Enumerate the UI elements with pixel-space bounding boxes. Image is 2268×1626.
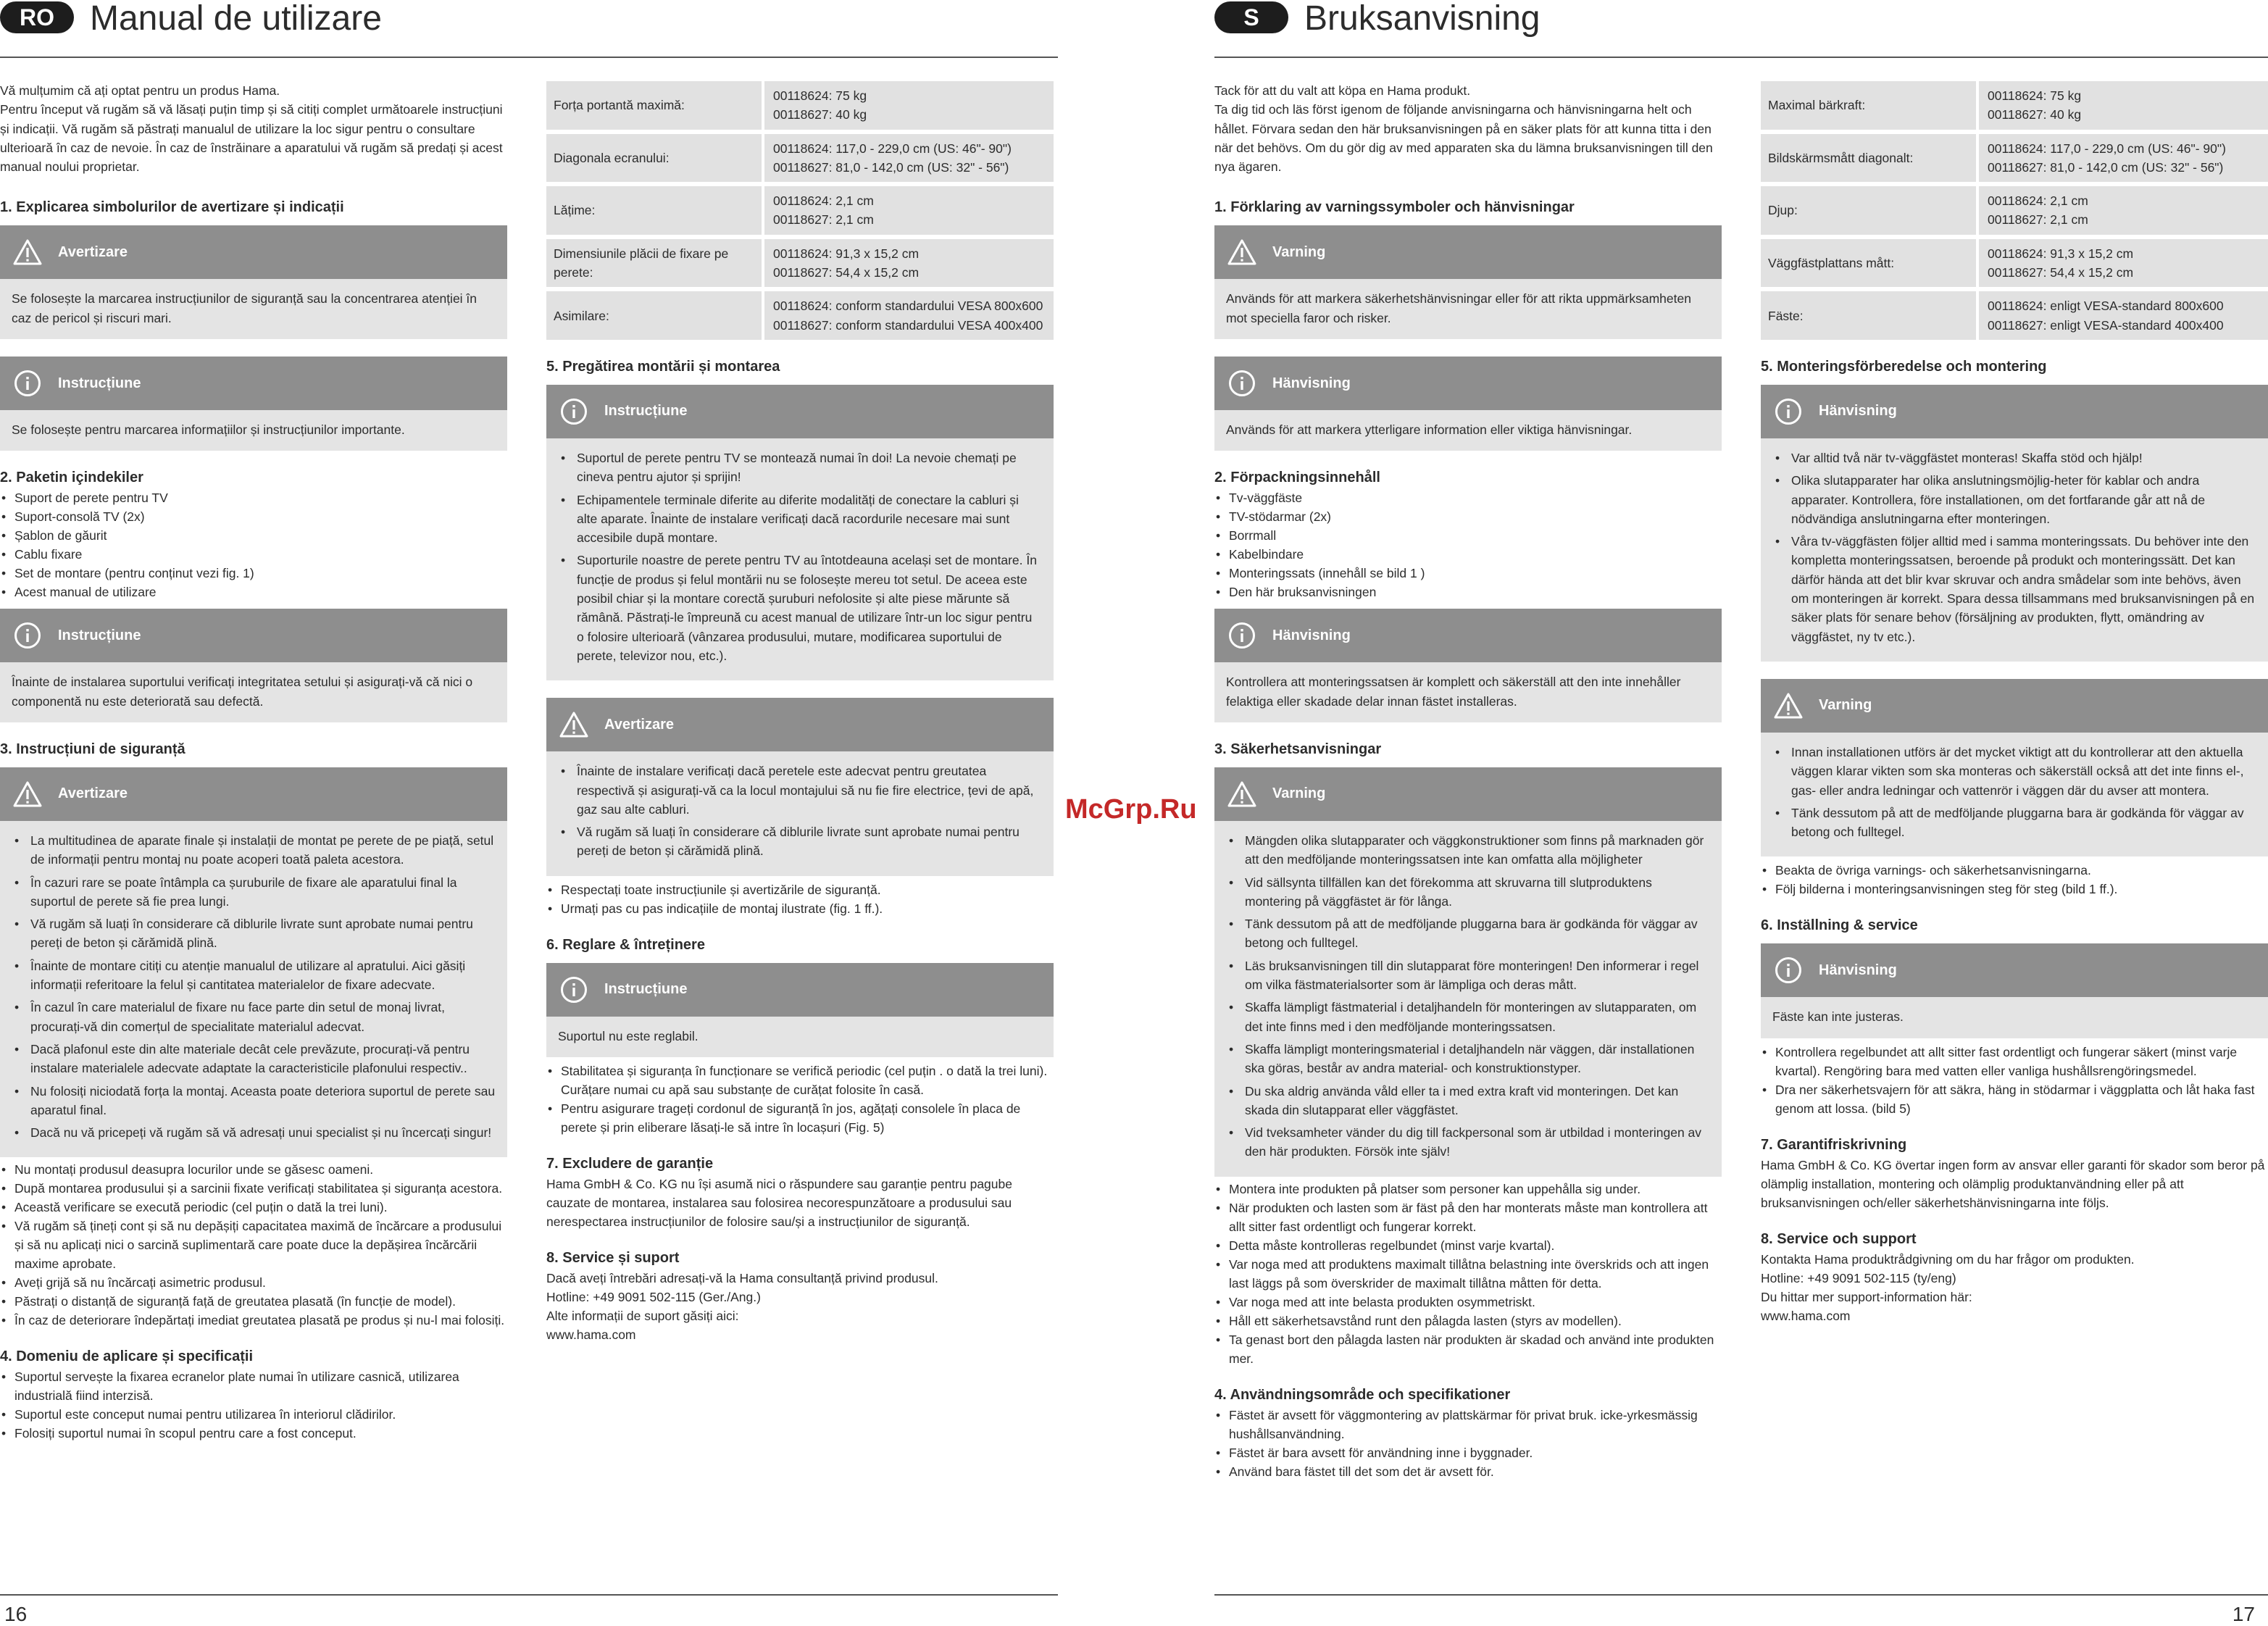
section-heading: 2. Förpackningsinnehåll	[1214, 470, 1380, 486]
language-badge: RO	[0, 1, 74, 33]
page-title: Bruksanvisning	[1304, 0, 1541, 38]
section-heading: 8. Service și suport	[546, 1250, 680, 1267]
list-item: • Cablu fixare	[0, 545, 507, 564]
list-item: • Vid tveksamheter vänder du dig till fackpersonal som är utbildad i monteringen av den här produkten. Försök inte själv!	[1226, 1123, 1710, 1162]
spec-value-line: 00118627: 2,1 cm	[1988, 212, 2088, 228]
warning-icon	[1227, 780, 1256, 809]
support-text: Kontakta Hama produktrådgivning om du har frågor om produkten. Hotline: +49 9091 502-115 (ty/eng) Du hittar mer support-information här: www.hama.com	[1761, 1251, 2135, 1323]
spec-value	[764, 186, 1054, 235]
spec-value-line: 00118624: 75 kg	[773, 88, 867, 103]
note-box	[546, 385, 1054, 680]
box-title: Varning	[1272, 243, 1326, 260]
spec-value-line: 00118627: 81,0 - 142,0 cm (US: 32" - 56")	[773, 159, 1009, 175]
list-item: • Stabilitatea și siguranța în funcționare se verifică periodic (cel puțin . o dată la trei luni). Curățare numai cu apă sau substanțe de curățat folosite în casă.	[546, 1062, 1054, 1099]
box-title: Instrucțiune	[604, 981, 688, 998]
list-item: • Suport de perete pentru TV	[0, 488, 507, 507]
spec-value-line: 00118624: enligt VESA-standard 800x600	[1988, 299, 2224, 314]
spec-value-line: 00118627: enligt VESA-standard 400x400	[1988, 317, 2224, 333]
list-item: • Tänk dessutom på att de medföljande pluggarna bara är godkända för väggar av betong och fulltegel.	[1772, 804, 2256, 842]
spec-table	[1761, 77, 2268, 344]
warning-icon	[1227, 238, 1256, 267]
list-item: • Tänk dessutom på att de medföljande pluggarna bara är godkända för väggar av betong och fulltegel.	[1226, 914, 1710, 953]
package-contents-list	[0, 488, 507, 601]
list-item: • În caz de deteriorare îndepărtați imediat greutatea plasată pe produs și nu-l mai folosiți.	[0, 1311, 507, 1330]
box-title: Hänvisning	[1272, 627, 1351, 643]
info-icon	[1227, 369, 1256, 398]
column-2	[1761, 81, 2268, 1343]
warning-icon	[13, 780, 42, 809]
list-item: • Kabelbindare	[1214, 545, 1722, 564]
spec-row	[1761, 81, 2268, 130]
section-heading: 5. Monteringsförberedelse och montering	[1761, 358, 2047, 375]
warning-list	[12, 831, 496, 1142]
box-title: Avertizare	[58, 243, 128, 260]
box-title: Instrucțiune	[604, 403, 688, 420]
list-item: • Nu montați produsul deasupra locurilor unde se găsesc oameni.	[0, 1160, 507, 1179]
box-text: Se folosește la marcarea instrucțiunilor de siguranță sau la concentrarea atenției în caz de pericol și riscuri mari.	[0, 279, 507, 339]
list-item: • Dacă nu vă pricepeți vă rugăm să vă adresați unui specialist și nu încercați singur!	[12, 1123, 496, 1142]
warning-box	[546, 698, 1054, 875]
list-item: • Detta måste kontrolleras regelbundet (minst varje kvartal).	[1214, 1236, 1722, 1255]
list-item: • Olika slutapparater har olika anslutningsmöjlig-heter för kablar och andra apparater. Kontrollera, före installationen, om det fortfarande går att nå de nödvändiga anslutningarna efter monteringen.	[1772, 471, 2256, 528]
list-item: • Kontrollera regelbundet att allt sitter fast ordentligt och fungerar säkert (minst varje kvartal). Rengöring bara med vatten eller vanliga hushållsrengöringsmedel.	[1761, 1043, 2268, 1080]
box-title: Instrucțiune	[58, 627, 141, 643]
list-item: • TV-stödarmar (2x)	[1214, 507, 1722, 526]
spec-value-line: 00118624: 2,1 cm	[1988, 193, 2088, 209]
list-item: • Vă rugăm să luați în considerare că diblurile livrate sunt aprobate numai pentru pereți de beton și cărămidă plină.	[12, 914, 496, 953]
section-heading: 4. Domeniu de aplicare și specificații	[0, 1348, 254, 1365]
note-list	[1772, 449, 2256, 646]
list-item: • Du ska aldrig använda våld eller ta i med extra kraft vid monteringen. Det kan skada din slutapparat eller väggfästet.	[1226, 1082, 1710, 1120]
note-box	[0, 609, 507, 722]
list-item: • Mängden olika slutapparater och väggkonstruktioner som finns på marknaden gör att den medföljande monteringssatsen inte kan omfatta alla möjligheter	[1226, 831, 1710, 870]
list-item: • Innan installationen utförs är det mycket viktigt att du kontrollerar att den aktuella väggen klarar vikten som ska monteras och säkerställ också att det inte finns el-, gas- eller andra ledningar och vattenrör i väggen där du avser att montera.	[1772, 743, 2256, 800]
usage-list	[0, 1367, 507, 1443]
spec-value	[1979, 239, 2268, 288]
spec-row	[546, 186, 1054, 235]
spec-value-line: 00118624: 75 kg	[1988, 88, 2082, 103]
spec-row	[546, 134, 1054, 183]
box-text: Fäste kan inte justeras.	[1761, 997, 2268, 1038]
page-header	[1214, 0, 2268, 58]
spec-value	[1979, 134, 2268, 183]
warning-list	[1226, 831, 1710, 1162]
spec-label: Maximal bärkraft:	[1761, 81, 1979, 130]
list-item: • Înainte de instalare verificați dacă peretele este adecvat pentru greutatea respectivă și asigurați-vă ca la locul montajului să nu fie fire electrice, țevi de apă, gaz sau alte cabluri.	[558, 762, 1042, 819]
list-item: • Läs bruksanvisningen till din slutapparat före monteringen! Den informerar i regel om vilka fästmaterialsorter som är lämpliga och deras mått.	[1226, 956, 1710, 995]
list-item: • Tv-väggfäste	[1214, 488, 1722, 507]
list-item: • Var noga med att inte belasta produkten osymmetriskt.	[1214, 1293, 1722, 1312]
list-item: • Dacă plafonul este din alte materiale decât cele prevăzute, procurați-vă pentru instalare materialele adecvate adaptate la caracteristicile plafonului respectiv..	[12, 1040, 496, 1078]
warranty-text: Hama GmbH & Co. KG nu își asumă nici o răspundere sau garanție pentru pagube cauzate de montarea, instalarea sau folosirea necorespunzătoare a produsului sau nerespectarea instrucțiunilor de folosire sau/și a instrucțiunilor de siguranță.	[546, 1177, 1012, 1230]
spec-value	[1979, 81, 2268, 130]
list-item: • Aveți grijă să nu încărcați asimetric produsul.	[0, 1273, 507, 1292]
box-title: Instrucțiune	[58, 375, 141, 391]
spec-value-line: 00118627: 54,4 x 15,2 cm	[1988, 265, 2134, 280]
list-item: • Beakta de övriga varnings- och säkerhetsanvisningarna.	[1761, 861, 2268, 880]
spec-value-line: 00118624: 91,3 x 15,2 cm	[1988, 246, 2134, 261]
page-left-romanian	[0, 0, 1058, 1625]
warning-icon	[1774, 691, 1803, 720]
box-text: Kontrollera att monteringssatsen är komplett och säkerställ att den inte innehåller felaktiga eller skadade delar innan fästet installeras.	[1214, 662, 1722, 722]
warning-box	[0, 767, 507, 1157]
list-item: • Folosiți suportul numai în scopul pentru care a fost conceput.	[0, 1424, 507, 1443]
safety-list	[1214, 1180, 1722, 1368]
list-item: • När produkten och lasten som är fäst på den har monterats måste man kontrollera att allt sitter fast ordentligt och fungerar korrekt.	[1214, 1198, 1722, 1236]
box-title: Hänvisning	[1272, 375, 1351, 391]
box-text: Suportul nu este reglabil.	[546, 1017, 1054, 1057]
list-item: • Vă rugăm să luați în considerare că diblurile livrate sunt aprobate numai pentru pereți de beton și cărămidă plină.	[558, 822, 1042, 861]
list-item: • Suport-consolă TV (2x)	[0, 507, 507, 526]
watermark: McGrp.Ru	[1065, 794, 1197, 825]
warning-list	[558, 762, 1042, 860]
column-1	[1214, 81, 1722, 1498]
spec-value-line: 00118627: 40 kg	[1988, 107, 2082, 122]
list-item: • În cazul în care materialul de fixare nu face parte din setul de monaj livrat, procurați-vă din comerțul de specialitate materialul adecvat.	[12, 998, 496, 1036]
list-item: • Respectați toate instrucțiunile și avertizările de siguranță.	[546, 880, 1054, 899]
list-item: • Monteringssats (innehåll se bild 1 )	[1214, 564, 1722, 583]
spec-table	[546, 77, 1054, 344]
spec-value	[764, 81, 1054, 130]
info-icon	[13, 621, 42, 650]
spec-label: Väggfästplattans mått:	[1761, 239, 1979, 288]
list-item: • Håll ett säkerhetsavstånd runt den pålagda lasten (styrs av modellen).	[1214, 1312, 1722, 1330]
spec-label: Dimensiunile plăcii de fixare pe perete:	[546, 239, 764, 288]
info-icon	[13, 369, 42, 398]
section-heading: 6. Inställning & service	[1761, 917, 1918, 934]
page-footer	[1214, 1594, 2268, 1625]
section-heading: 7. Excludere de garanție	[546, 1156, 714, 1172]
package-contents-list	[1214, 488, 1722, 601]
spec-row	[546, 239, 1054, 288]
list-item: • Fästet är bara avsett för användning inne i byggnader.	[1214, 1443, 1722, 1462]
spec-value-line: 00118627: 54,4 x 15,2 cm	[773, 265, 920, 280]
info-icon	[1227, 621, 1256, 650]
list-item: • Skaffa lämpligt fästmaterial i detaljhandeln för monteringen av slutapparaten, om det inte finns med i den medföljande monteringssatsen.	[1226, 998, 1710, 1036]
box-text: Înainte de instalarea suportului verificați integritatea setului și asigurați-vă că nici o componentă nu este deteriorată sau defectă.	[0, 662, 507, 722]
list-item: • Această verificare se execută periodic (cel puțin o dată la trei luni).	[0, 1198, 507, 1217]
box-title: Avertizare	[604, 716, 674, 733]
section-heading: 3. Instrucțiuni de siguranță	[0, 741, 185, 757]
warning-box	[1214, 767, 1722, 1177]
section-heading: 7. Garantifriskrivning	[1761, 1136, 1907, 1153]
column-1	[0, 81, 507, 1460]
list-item: • Montera inte produkten på platser som personer kan uppehålla sig under.	[1214, 1180, 1722, 1198]
warning-box	[1214, 225, 1722, 339]
spec-label: Djup:	[1761, 186, 1979, 235]
section-heading: 6. Reglare & întreținere	[546, 936, 705, 953]
spec-label: Asimilare:	[546, 291, 764, 340]
list-item: • Pentru asigurare trageți cordonul de siguranță în jos, agățați consolele în placa de perete și prin eliberare lăsați-le să intre în locașuri (Fig. 5)	[546, 1099, 1054, 1137]
spec-label: Diagonala ecranului:	[546, 134, 764, 183]
maintenance-list	[546, 1062, 1054, 1137]
column-2	[546, 81, 1054, 1362]
note-box	[1761, 943, 2268, 1038]
list-item: • La multitudinea de aparate finale și instalații de montat pe perete de pe piață, setul de informații pentru montaj nu poate acoperi toată paleta acestora.	[12, 831, 496, 870]
spec-value-line: 00118624: 91,3 x 15,2 cm	[773, 246, 920, 261]
list-item: • Skaffa lämpligt monteringsmaterial i detaljhandeln när väggen, där installationen ska göras, består av andra material- och konstruktionstyper.	[1226, 1040, 1710, 1078]
spec-value-line: 00118624: 2,1 cm	[773, 193, 874, 209]
warning-icon	[13, 238, 42, 267]
list-item: • Suportul de perete pentru TV se montează numai în doi! La nevoie chemați pe cineva pentru ajutor și sprijin!	[558, 449, 1042, 487]
note-box	[546, 963, 1054, 1057]
list-item: • Vid sällsynta tillfällen kan det förekomma att skruvarna till slutproduktens montering på väggfästet är för långa.	[1226, 873, 1710, 912]
list-item: • Set de montare (pentru conținut vezi fig. 1)	[0, 564, 507, 583]
spec-label: Forța portantă maximă:	[546, 81, 764, 130]
page-right-swedish	[1214, 0, 2268, 1625]
section-heading: 3. Säkerhetsanvisningar	[1214, 741, 1382, 757]
warranty-text: Hama GmbH & Co. KG övertar ingen form av ansvar eller garanti för skador som beror på olämplig installation, montering och olämplig produktanvändning eller på att bruksanvisningen och/eller säkerhetshänvisningarna inte följs.	[1761, 1157, 2265, 1210]
list-item: • Den här bruksanvisningen	[1214, 583, 1722, 601]
section-heading: 1. Förklaring av varningssymboler och hänvisningar	[1214, 199, 1575, 216]
note-box	[0, 357, 507, 451]
box-title: Hänvisning	[1819, 403, 1897, 420]
spec-label: Bildskärmsmått diagonalt:	[1761, 134, 1979, 183]
box-title: Avertizare	[58, 785, 128, 802]
list-item: • Var noga med att produktens maximalt tillåtna belastning inte överskrids och att ingen last läggs på som överskrider de maximalt tillåtna måtten för detta.	[1214, 1255, 1722, 1293]
info-icon	[1774, 397, 1803, 426]
spec-row	[546, 81, 1054, 130]
warning-box	[0, 225, 507, 339]
spec-value	[1979, 186, 2268, 235]
language-badge: S	[1214, 1, 1288, 33]
safety-list	[0, 1160, 507, 1330]
list-item: • Dra ner säkerhetsvajern för att säkra, häng in stödarmar i väggplatta och låt haka fast genom att lossa. (bild 5)	[1761, 1080, 2268, 1118]
list-item: • Suporturile noastre de perete pentru TV au întotdeauna același set de montare. În funcție de produs și felul montării nu se folosește mereu tot setul. De aceea este posibil chiar și la montare corectă șuruburi nefolosite și alte piese mărunte să rămână. Păstrați-le împreună cu acest manual de utilizare într-un loc sigur pentru o folosire ulterioară (vânzarea produsului, mutare, modificarea suportului de perete, televizor nou, etc.).	[558, 551, 1042, 665]
list-item: • Echipamentele terminale diferite au diferite modalități de conectare la cabluri și alte aparate. Înainte de instalare verificați dacă racordurile necesare mai sunt accesibile după montare.	[558, 491, 1042, 548]
info-icon	[1774, 956, 1803, 985]
box-title: Hänvisning	[1819, 962, 1897, 978]
note-list	[558, 449, 1042, 665]
list-item: • Suportul servește la fixarea ecranelor plate numai în utilizare casnică, utilizarea industrială fiind interzisă.	[0, 1367, 507, 1405]
maintenance-list	[1761, 1043, 2268, 1118]
intro-text: Vă mulțumim că ați optat pentru un produs Hama. Pentru început vă rugăm să vă lăsați puțin timp și să citiți complet următoarele instrucțiuni și indicații. Vă rugăm să păstrați manualul de utilizare la loc sigur pentru o consultare ulterioară în caz de nevoie. În caz de înstrăinare a aparatului vă rugăm să predați și acest manual noului proprietar.	[0, 83, 503, 175]
spec-value-line: 00118624: 117,0 - 229,0 cm (US: 46"- 90")	[1988, 141, 2226, 156]
list-item: • Suportul este conceput numai pentru utilizarea în interiorul clădirilor.	[0, 1405, 507, 1424]
list-item: • Våra tv-väggfästen följer alltid med i samma monteringssats. Du behöver inte den kompletta monteringssatsen, beroende på produkt och monteringssätt. Det kan därför hända att det blir kvar skruvar och andra smådelar som inte behövs, även om monteringen är korrekt. Spara dessa tillsammans med bruksanvisningen på en säker plats för senare behov (försäljning av produkten, flytt, omändring av väggfästet, ny tv etc.).	[1772, 532, 2256, 646]
list-item: • Urmați pas cu pas indicațiile de montaj ilustrate (fig. 1 ff.).	[546, 899, 1054, 918]
list-item: • Använd bara fästet till det som det är avsett för.	[1214, 1462, 1722, 1481]
section-heading: 1. Explicarea simbolurilor de avertizare și indicații	[0, 199, 344, 216]
spec-value-line: 00118624: 117,0 - 229,0 cm (US: 46"- 90")	[773, 141, 1012, 156]
info-icon	[559, 397, 588, 426]
list-item: • Följ bilderna i monteringsanvisningen steg för steg (bild 1 ff.).	[1761, 880, 2268, 899]
page-number: 17	[2232, 1603, 2255, 1625]
page-header	[0, 0, 1058, 58]
info-icon	[559, 975, 588, 1004]
box-text: Används för att markera säkerhetshänvisningar eller för att rikta uppmärksamheten mot speciella faror och risker.	[1214, 279, 1722, 339]
spec-value	[764, 134, 1054, 183]
list-item: • Acest manual de utilizare	[0, 583, 507, 601]
section-heading: 4. Användningsområde och specifikationer	[1214, 1386, 1511, 1403]
intro-text: Tack för att du valt att köpa en Hama produkt. Ta dig tid och läs först igenom de följande anvisningarna och hänvisningarna helt och hållet. Förvara sedan den här bruksanvisningen på en säker plats för att kunna titta i den när det behövs. Om du gör dig av med apparaten ska du lämna bruksanvisningen till den nya ägaren.	[1214, 83, 1713, 175]
page-footer	[0, 1594, 1058, 1625]
list-item: • Fästet är avsett för väggmontering av plattskärmar för privat bruk. icke-yrkesmässig hushållsanvändning.	[1214, 1406, 1722, 1443]
list-item: • După montarea produsului și a sarcinii fixate verificați stabilitatea și siguranța acestora.	[0, 1179, 507, 1198]
section-heading: 8. Service och support	[1761, 1230, 1917, 1247]
spec-label: Fäste:	[1761, 291, 1979, 340]
spec-row	[546, 291, 1054, 340]
section-heading: 5. Pregătirea montării și montarea	[546, 358, 780, 375]
note-box	[1214, 609, 1722, 722]
spec-row	[1761, 134, 2268, 183]
spec-row	[1761, 291, 2268, 340]
warning-icon	[559, 710, 588, 739]
spec-value	[764, 291, 1054, 340]
note-box	[1214, 357, 1722, 451]
spec-value-line: 00118627: 40 kg	[773, 107, 867, 122]
spec-value	[1979, 291, 2268, 340]
note-box	[1761, 385, 2268, 662]
list-item: • Șablon de găurit	[0, 526, 507, 545]
spec-label: Lățime:	[546, 186, 764, 235]
list-item: • Păstrați o distanță de siguranță față de greutatea plasată (în funcție de model).	[0, 1292, 507, 1311]
warning-box	[1761, 679, 2268, 856]
box-title: Varning	[1272, 785, 1326, 802]
spec-value-line: 00118627: conform standardului VESA 400x400	[773, 317, 1043, 333]
mounting-list	[1761, 861, 2268, 899]
list-item: • Vă rugăm să țineți cont și să nu depășiți capacitatea maximă de încărcare a produsului și să nu aplicați nici o sarcină suplimentară care poate duce la depășirea încărcării maxime aprobate.	[0, 1217, 507, 1273]
box-text: Används för att markera ytterligare information eller viktiga hänvisningar.	[1214, 410, 1722, 451]
spec-value-line: 00118624: conform standardului VESA 800x600	[773, 299, 1043, 314]
page-number: 16	[4, 1603, 28, 1625]
warning-list	[1772, 743, 2256, 841]
mounting-list	[546, 880, 1054, 918]
box-title: Varning	[1819, 697, 1872, 714]
spec-value-line: 00118627: 2,1 cm	[773, 212, 874, 228]
list-item: • În cazuri rare se poate întâmpla ca șuruburile de fixare ale aparatului final la suportul de perete să fie prea lungi.	[12, 873, 496, 912]
spec-row	[1761, 239, 2268, 288]
spec-row	[1761, 186, 2268, 235]
spec-value	[764, 239, 1054, 288]
list-item: • Înainte de montare citiți cu atenție manualul de utilizare al apratului. Aici găsiți informații referitoare la felul și cantitatea materialelor de fixare adecvate.	[12, 956, 496, 995]
section-heading: 2. Paketin içindekiler	[0, 470, 143, 486]
support-text: Dacă aveți întrebări adresați-vă la Hama consultanță privind produsul. Hotline: +49 9091 502-115 (Ger./Ang.) Alte informații de suport găsiți aici: www.hama.com	[546, 1271, 938, 1343]
list-item: • Ta genast bort den pålagda lasten när produkten är skadad och använd inte produkten mer.	[1214, 1330, 1722, 1368]
spec-value-line: 00118627: 81,0 - 142,0 cm (US: 32" - 56")	[1988, 159, 2224, 175]
list-item: • Var alltid två när tv-väggfästet monteras! Skaffa stöd och hjälp!	[1772, 449, 2256, 467]
usage-list	[1214, 1406, 1722, 1481]
list-item: • Nu folosiți niciodată forța la montaj. Aceasta poate deteriora suportul de perete sau aparatul final.	[12, 1082, 496, 1120]
page-title: Manual de utilizare	[90, 0, 382, 38]
box-text: Se folosește pentru marcarea informațiilor și instrucțiunilor importante.	[0, 410, 507, 451]
list-item: • Borrmall	[1214, 526, 1722, 545]
